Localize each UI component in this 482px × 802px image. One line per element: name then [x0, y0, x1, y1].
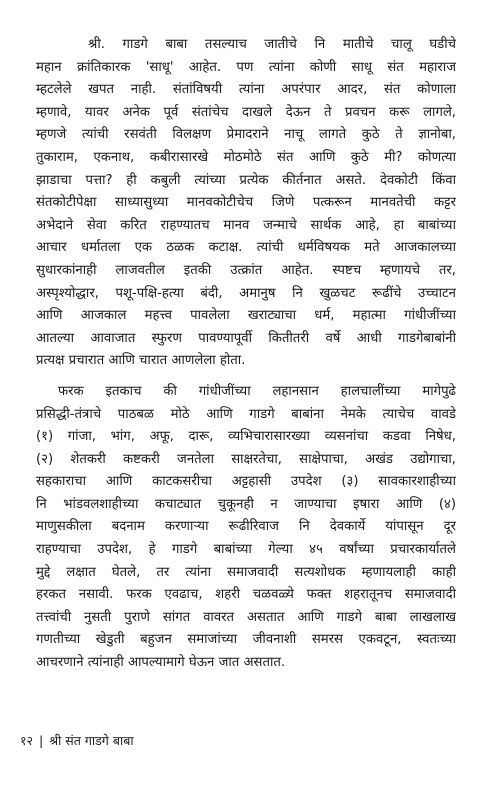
text-line: गणतीच्या खेडुती बहुजन समाजांच्या जीवनाशी समरस एकवटून, स्वतःच्या	[36, 632, 456, 648]
paragraph-1	[36, 34, 456, 373]
page-number: १२	[20, 733, 34, 748]
text-line: तुकाराम, एकनाथ, कबीरासारखे मोठमोठे संत आणि कुठे मी? कोणत्या	[36, 149, 456, 165]
text-line: सुधारकांनाही लाजवतील इतकी उत्क्रांत आहेत. स्पष्टच म्हणायचे तर,	[36, 262, 456, 278]
text-line: सहकाराचा आणि काटकसरीचा अट्टहासी उपदेश (३) सावकारशाहीच्या	[36, 474, 456, 490]
text-line: प्रसिद्धी-तंत्राचे पाठबळ मोठे आणि गाडगे बाबांना नेमके त्याचेच वावडे	[36, 406, 456, 422]
text-line: संतकोटीपेक्षा साध्यासुध्या मानवकोटीचेच जिणे पत्करून मानवतेची कट्टर	[36, 195, 456, 211]
text-line: राहण्याचा उपदेश, हे गाडगे बाबांच्या गेल्या ४५ वर्षांच्या प्रचारकार्यातले	[36, 542, 456, 558]
text-line: आचार धर्मातला एक ठळक कटाक्ष. त्यांची धर्मविषयक मते आजकालच्या	[36, 240, 456, 256]
text-line: आणि आजकाल महत्त्व पावलेला खराट्याचा धर्म, महात्मा गांधीजींच्या	[36, 308, 456, 324]
text-line: (२) शेतकरी कष्टकरी जनतेला साक्षरतेचा, साक्षेपाचा, अखंड उद्योगाचा,	[36, 451, 456, 467]
text-line: तत्त्वांची नुसती पुराणे सांगत वावरत असतात आणि गाडगे बाबा लाखलाख	[36, 609, 456, 625]
text-line: महान क्रांतिकारक 'साधू' आहेत. पण त्यांना कोणी साधू संत महाराज	[36, 59, 456, 75]
running-title: श्री संत गाडगे बाबा	[49, 733, 134, 748]
text-line: (१) गांजा, भांग, अफू, दारू, व्यभिचारासारख्या व्यसनांचा कडवा निषेध,	[36, 429, 456, 445]
text-line: अभेदाने सेवा करित राहण्यातच मानव जन्माचे सार्थक आहे, हा बाबांच्या	[36, 217, 456, 233]
text-line: माणुसकीला बदनाम करणाऱ्या रूढीरिवाज नि देवकार्ये यांपासून दूर	[36, 519, 456, 535]
text-line: म्हणजे त्यांची रसवंती विलक्षण प्रेमादराने नाचू लागते कुठे ते ज्ञानोबा,	[36, 127, 456, 143]
text-line: आचरणाने त्यांनाही आपल्यामागे घेऊन जात असतात.	[36, 655, 286, 671]
text-line: फरक इतकाच की गांधीजींच्या लहानसान हालचालींच्या मागेपुढे	[58, 383, 456, 399]
text-line: म्हटलेले खपत नाही. संतांविषयी त्यांना अपरंपार आदर, संत कोणाला	[36, 82, 456, 98]
footer-separator: |	[39, 733, 44, 748]
text-line: हरकत नसावी. फरक एवढाच, शहरी चळवळ्ये फक्त शहरातूनच समाजवादी	[36, 587, 456, 603]
text-line: प्रत्यक्ष प्रचारात आणि चारात आणलेला होता.	[36, 353, 246, 369]
text-line: आतल्या आवाजात स्फुरण पावण्यापूर्वी कितीतरी वर्षे आधी गाडगेबाबांनी	[36, 330, 456, 346]
text-line: झाडाचा पत्ता? ही कबुली त्यांच्या प्रत्येक कीर्तनात असते. देवकोटी किंवा	[36, 172, 456, 188]
page-body	[36, 34, 456, 675]
page-footer	[20, 733, 134, 749]
text-line: नि भांडवलशाहीच्या कचाट्यात चुकूनही न जाण्याचा इषारा आणि (४)	[36, 496, 456, 512]
text-line: श्री. गाडगे बाबा तसल्याच जातीचे नि मातीचे चालू घडीचे	[88, 37, 456, 52]
text-line: अस्पृश्योद्धार, पशू-पक्षि-हत्या बंदी, अमानुष नि खुळचट रूढींचे उच्चाटन	[36, 285, 456, 301]
text-line: मुद्दे लक्षात घेतले, तर त्यांना समाजवादी सत्यशोधक म्हणायलाही काही	[36, 564, 456, 580]
paragraph-2	[36, 381, 456, 675]
text-line: म्हणावे, यावर अनेक पूर्व संतांचेच दाखले देऊन ते प्रवचन करू लागले,	[36, 104, 456, 120]
